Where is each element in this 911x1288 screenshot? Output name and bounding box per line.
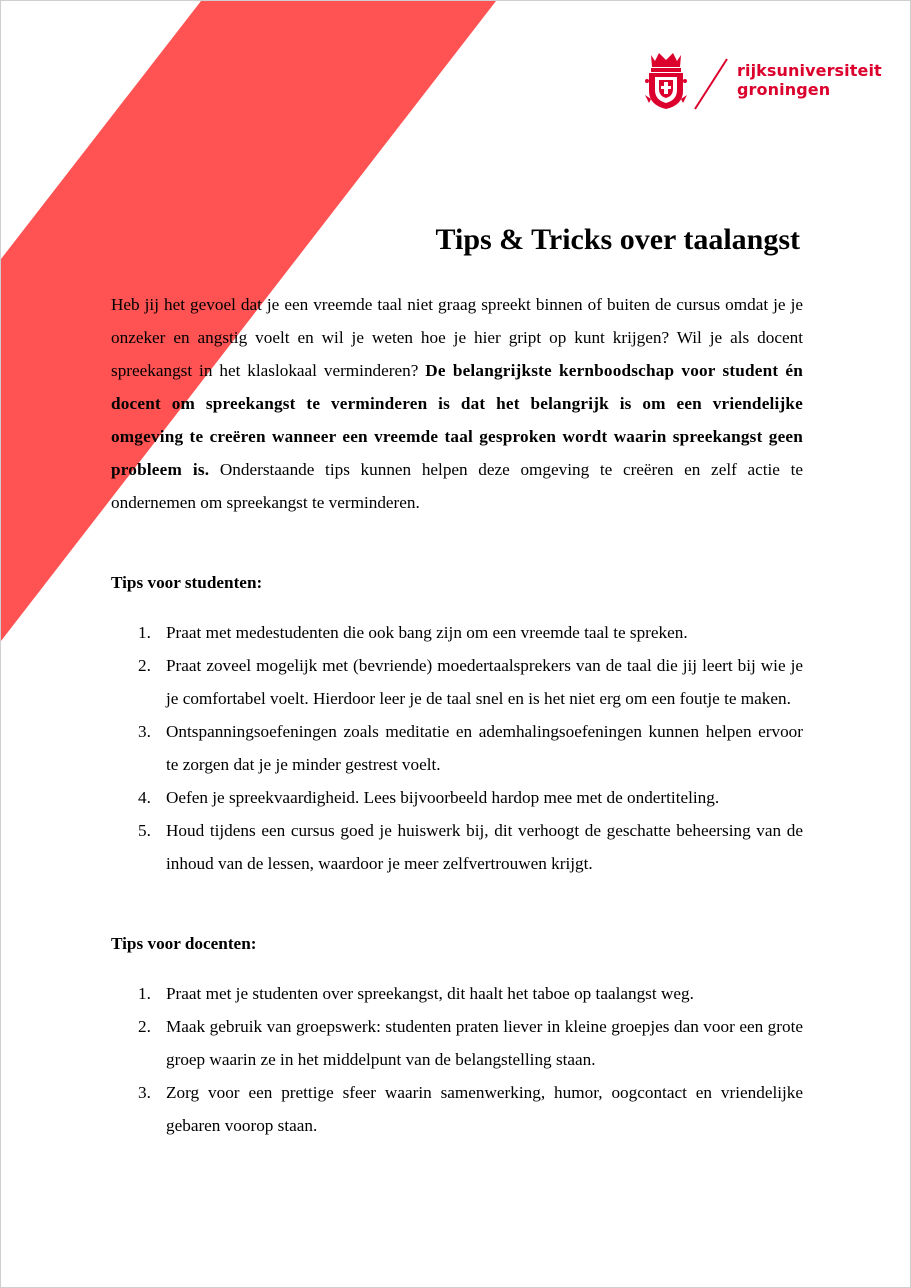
intro-paragraph	[111, 288, 803, 519]
teachers-heading: Tips voor docenten:	[111, 934, 257, 953]
document-title: Tips & Tricks over taalangst	[435, 223, 800, 256]
list-number: 3.	[138, 1083, 151, 1102]
list-item-text: Praat met je studenten over spreekangst, dit haalt het taboe op taalangst weg.	[166, 984, 694, 1003]
list-item-text: Oefen je spreekvaardigheid. Lees bijvoorbeeld hardop mee met de ondertiteling.	[166, 788, 720, 807]
teachers-tips-list	[111, 977, 803, 1142]
logo-slash-icon	[691, 57, 731, 111]
list-number: 1.	[138, 623, 151, 642]
intro-key-message: De belangrijkste kernboodschap voor student én docent om spreekangst te verminderen is dat het belangrijk is om een vriendelijke omgeving te creëren wanneer een vreemde taal gesproken wordt waarin spreekangst geen probleem is.	[111, 361, 803, 479]
list-number: 1.	[138, 984, 151, 1003]
list-item	[111, 814, 803, 880]
list-item-text: Ontspanningsoefeningen zoals meditatie en ademhalingsoefeningen kunnen helpen ervoor te zorgen dat je je minder gestrest voelt.	[166, 722, 803, 774]
list-item-text: Praat zoveel mogelijk met (bevriende) moedertaalsprekers van de taal die jij leert bij wie je je comfortabel voelt. Hierdoor leer je de taal snel en is het niet erg om een foutje te maken.	[166, 656, 803, 708]
list-number: 3.	[138, 722, 151, 741]
list-number: 5.	[138, 821, 151, 840]
university-name-line1: rijksuniversiteit	[737, 61, 882, 80]
list-item	[111, 616, 803, 649]
list-item-text: Houd tijdens een cursus goed je huiswerk bij, dit verhoogt de geschatte beheersing van de inhoud van de lessen, waardoor je meer zelfvertrouwen krijgt.	[166, 821, 803, 873]
list-item-text: Maak gebruik van groepswerk: studenten praten liever in kleine groepjes dan voor een grote groep waarin ze in het middelpunt van de belangstelling staan.	[166, 1017, 803, 1069]
intro-text-part2: Onderstaande tips kunnen helpen deze omgeving te creëren en zelf actie te ondernemen om spreekangst te verminderen.	[111, 460, 803, 512]
crest-icon	[645, 51, 687, 111]
list-number: 4.	[138, 788, 151, 807]
university-name	[737, 61, 882, 99]
list-item	[111, 1010, 803, 1076]
list-number: 2.	[138, 1017, 151, 1036]
list-number: 2.	[138, 656, 151, 675]
students-tips-list	[111, 616, 803, 880]
students-heading: Tips voor studenten:	[111, 573, 263, 592]
university-name-line2: groningen	[737, 80, 831, 99]
list-item	[111, 781, 803, 814]
list-item	[111, 715, 803, 781]
list-item-text: Zorg voor een prettige sfeer waarin samenwerking, humor, oogcontact en vriendelijke gebaren voorop staan.	[166, 1083, 803, 1135]
list-item	[111, 977, 803, 1010]
list-item	[111, 649, 803, 715]
university-logo	[645, 51, 882, 113]
list-item-text: Praat met medestudenten die ook bang zijn om een vreemde taal te spreken.	[166, 623, 688, 642]
intro-text-part1: Heb jij het gevoel dat je een vreemde taal niet graag spreekt binnen of buiten de cursus omdat je je onzeker en angstig voelt en wil je weten hoe je hier gript op kunt krijgen? Wil je als docent spreekangst in het klaslokaal verminderen?	[111, 295, 803, 380]
list-item	[111, 1076, 803, 1142]
